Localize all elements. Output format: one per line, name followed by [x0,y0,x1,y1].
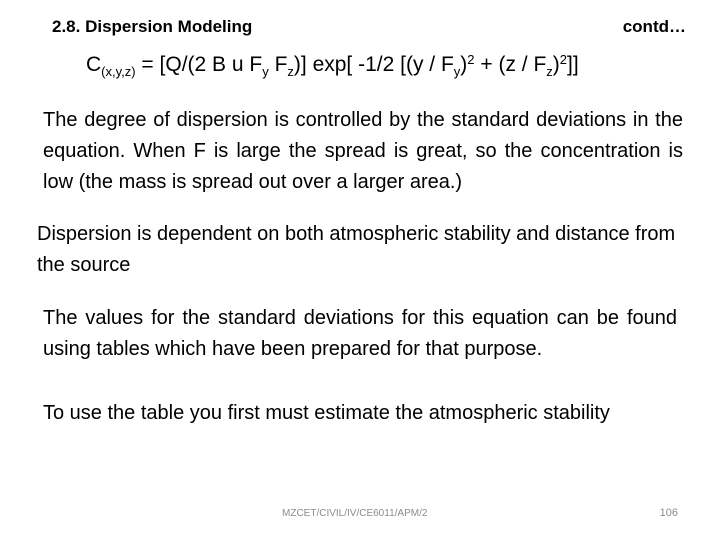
formula-part: F [268,53,288,76]
dispersion-formula [86,52,579,79]
formula-part: ) [552,53,560,76]
continued-label: contd… [622,17,686,36]
formula-part: ]] [567,53,579,76]
formula-exponent: 2 [559,52,568,67]
formula-subscript-y: y [262,64,269,79]
page-number: 106 [659,507,678,519]
paragraph-dispersion-dependence: Dispersion is dependent on both atmospheric stability and distance from the source [37,223,676,276]
formula-subscript-z: z [546,64,553,79]
section-title: 2.8. Dispersion Modeling [52,17,253,36]
formula-part: )] exp[ -1/2 [(y / F [293,53,454,76]
formula-part: + (z / F [474,53,547,76]
paragraph-dispersion-degree: The degree of dispersion is controlled by the standard deviations in the equation. When F is large the spread is great, so the concentration is low (the mass is spread out over a larger area.) [43,109,683,193]
formula-subscript-y: y [453,64,461,79]
formula-part: = [Q/(2 B u F [135,53,263,76]
paragraph-standard-deviation-tables: The values for the standard deviations for this equation can be found using tables which have been prepared for that purpose. [43,307,677,360]
formula-subscript-z: z [287,64,294,79]
paragraph-use-table: To use the table you first must estimate the atmospheric stability [43,402,610,424]
formula-part: ) [460,53,468,76]
footer-course-code: MZCET/CIVIL/IV/CE6011/APM/2 [282,508,428,519]
formula-exponent: 2 [467,52,475,67]
formula-c: C [86,53,102,76]
formula-c-subscript: (x,y,z) [101,64,136,79]
